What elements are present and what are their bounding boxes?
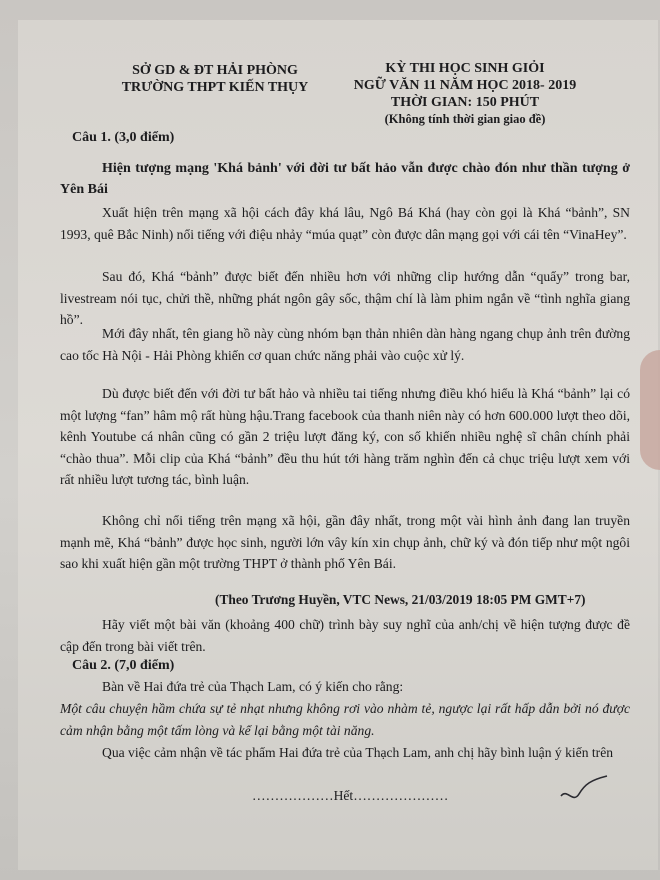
question-1-task: Hãy viết một bài văn (khoảng 400 chữ) trình bày suy nghĩ của anh/chị về hiện tượng được đề cập đến trong bài viết trên.: [60, 617, 630, 654]
header-right: [330, 60, 600, 128]
article-paragraph-1: Xuất hiện trên mạng xã hội cách đây khá lâu, Ngô Bá Khá (hay còn gọi là Khá “bảnh”, SN 1993, quê Bắc Ninh) nổi tiếng với điệu nhảy “múa quạt” còn được dân mạng gọi với cái tên “VinaHey”.: [60, 205, 630, 242]
article-paragraph-5: Không chỉ nổi tiếng trên mạng xã hội, gần đây nhất, trong một vài hình ảnh đang lan truyền mạnh mẽ, Khá “bảnh” được học sinh, người lớn vây kín xin chụp ảnh, chữ ký và đón tiếp như một ngôi sao khi xuất hiện gần một trường THPT ở thành phố Yên Bái.: [60, 513, 630, 571]
department-name: SỞ GD & ĐT HẢI PHÒNG: [132, 63, 298, 78]
exam-name: KỲ THI HỌC SINH GIỎI: [385, 61, 545, 76]
question-2-task: Qua việc cảm nhận về tác phẩm Hai đứa trẻ của Thạch Lam, anh chị hãy bình luận ý kiến trên: [102, 745, 614, 760]
header-left: [95, 62, 335, 96]
exam-duration: THỜI GIAN: 150 PHÚT: [390, 95, 540, 110]
question-2-heading: Câu 2. (7,0 điểm): [72, 658, 175, 673]
handwritten-mark: [555, 770, 615, 810]
question-2-intro: Bàn về Hai đứa trẻ của Thạch Lam, có ý kiến cho rằng:: [102, 679, 404, 694]
end-mark: ………………Hết…………………: [252, 788, 449, 803]
question-2-quote: Một câu chuyện hầm chứa sự tẻ nhạt nhưng không rơi vào nhàm tẻ, ngược lại rất hấp dẫn bởi nó được cảm nhận bằng một tấm lòng và kể lại bằng một tài năng.: [60, 701, 630, 738]
article-title: Hiện tượng mạng 'Khá bảnh' với đời tư bất hảo vẫn được chào đón như thần tượng ở Yên Bái: [60, 161, 630, 197]
article-paragraph-4: Dù được biết đến với đời tư bất hảo và nhiều tai tiếng nhưng điều khó hiểu là Khá “bảnh” lại có một lượng “fan” hâm mộ rất hùng hậu.Trang facebook của thanh niên này có hơn 600.000 lượt theo dõi, kênh Youtube cá nhân cũng có gần 2 triệu lượt đăng ký, con số khiến nhiều nghệ sĩ chân chính phải “chào thua”. Mỗi clip của Khá “bảnh” đều thu hút tới hàng trăm nghìn đến cả chục triệu lượt xem với rất nhiều lượt tương tác, bình luận.: [60, 386, 630, 487]
thumb-shadow: [640, 350, 660, 470]
school-name: TRƯỜNG THPT KIẾN THỤY: [121, 80, 309, 95]
article-paragraph-3: Mới đây nhất, tên giang hồ này cùng nhóm bạn thản nhiên dàn hàng ngang chụp ảnh trên đường cao tốc Hà Nội - Hải Phòng khiến cơ quan chức năng phải vào cuộc xử lý.: [60, 326, 630, 363]
article-paragraph-2: Sau đó, Khá “bảnh” được biết đến nhiều hơn với những clip hướng dẫn “quẩy” trong bar, livestream nói tục, chửi thề, những phát ngôn gây sốc, thậm chí là làm phim ngắn về “tình nghĩa giang hồ”.: [60, 269, 630, 327]
duration-note: (Không tính thời gian giao đề): [384, 112, 546, 126]
exam-subject-year: NGỮ VĂN 11 NĂM HỌC 2018- 2019: [353, 78, 577, 93]
article-source: (Theo Trương Huyền, VTC News, 21/03/2019 18:05 PM GMT+7): [215, 592, 586, 607]
question-1-heading: Câu 1. (3,0 điểm): [72, 130, 175, 145]
